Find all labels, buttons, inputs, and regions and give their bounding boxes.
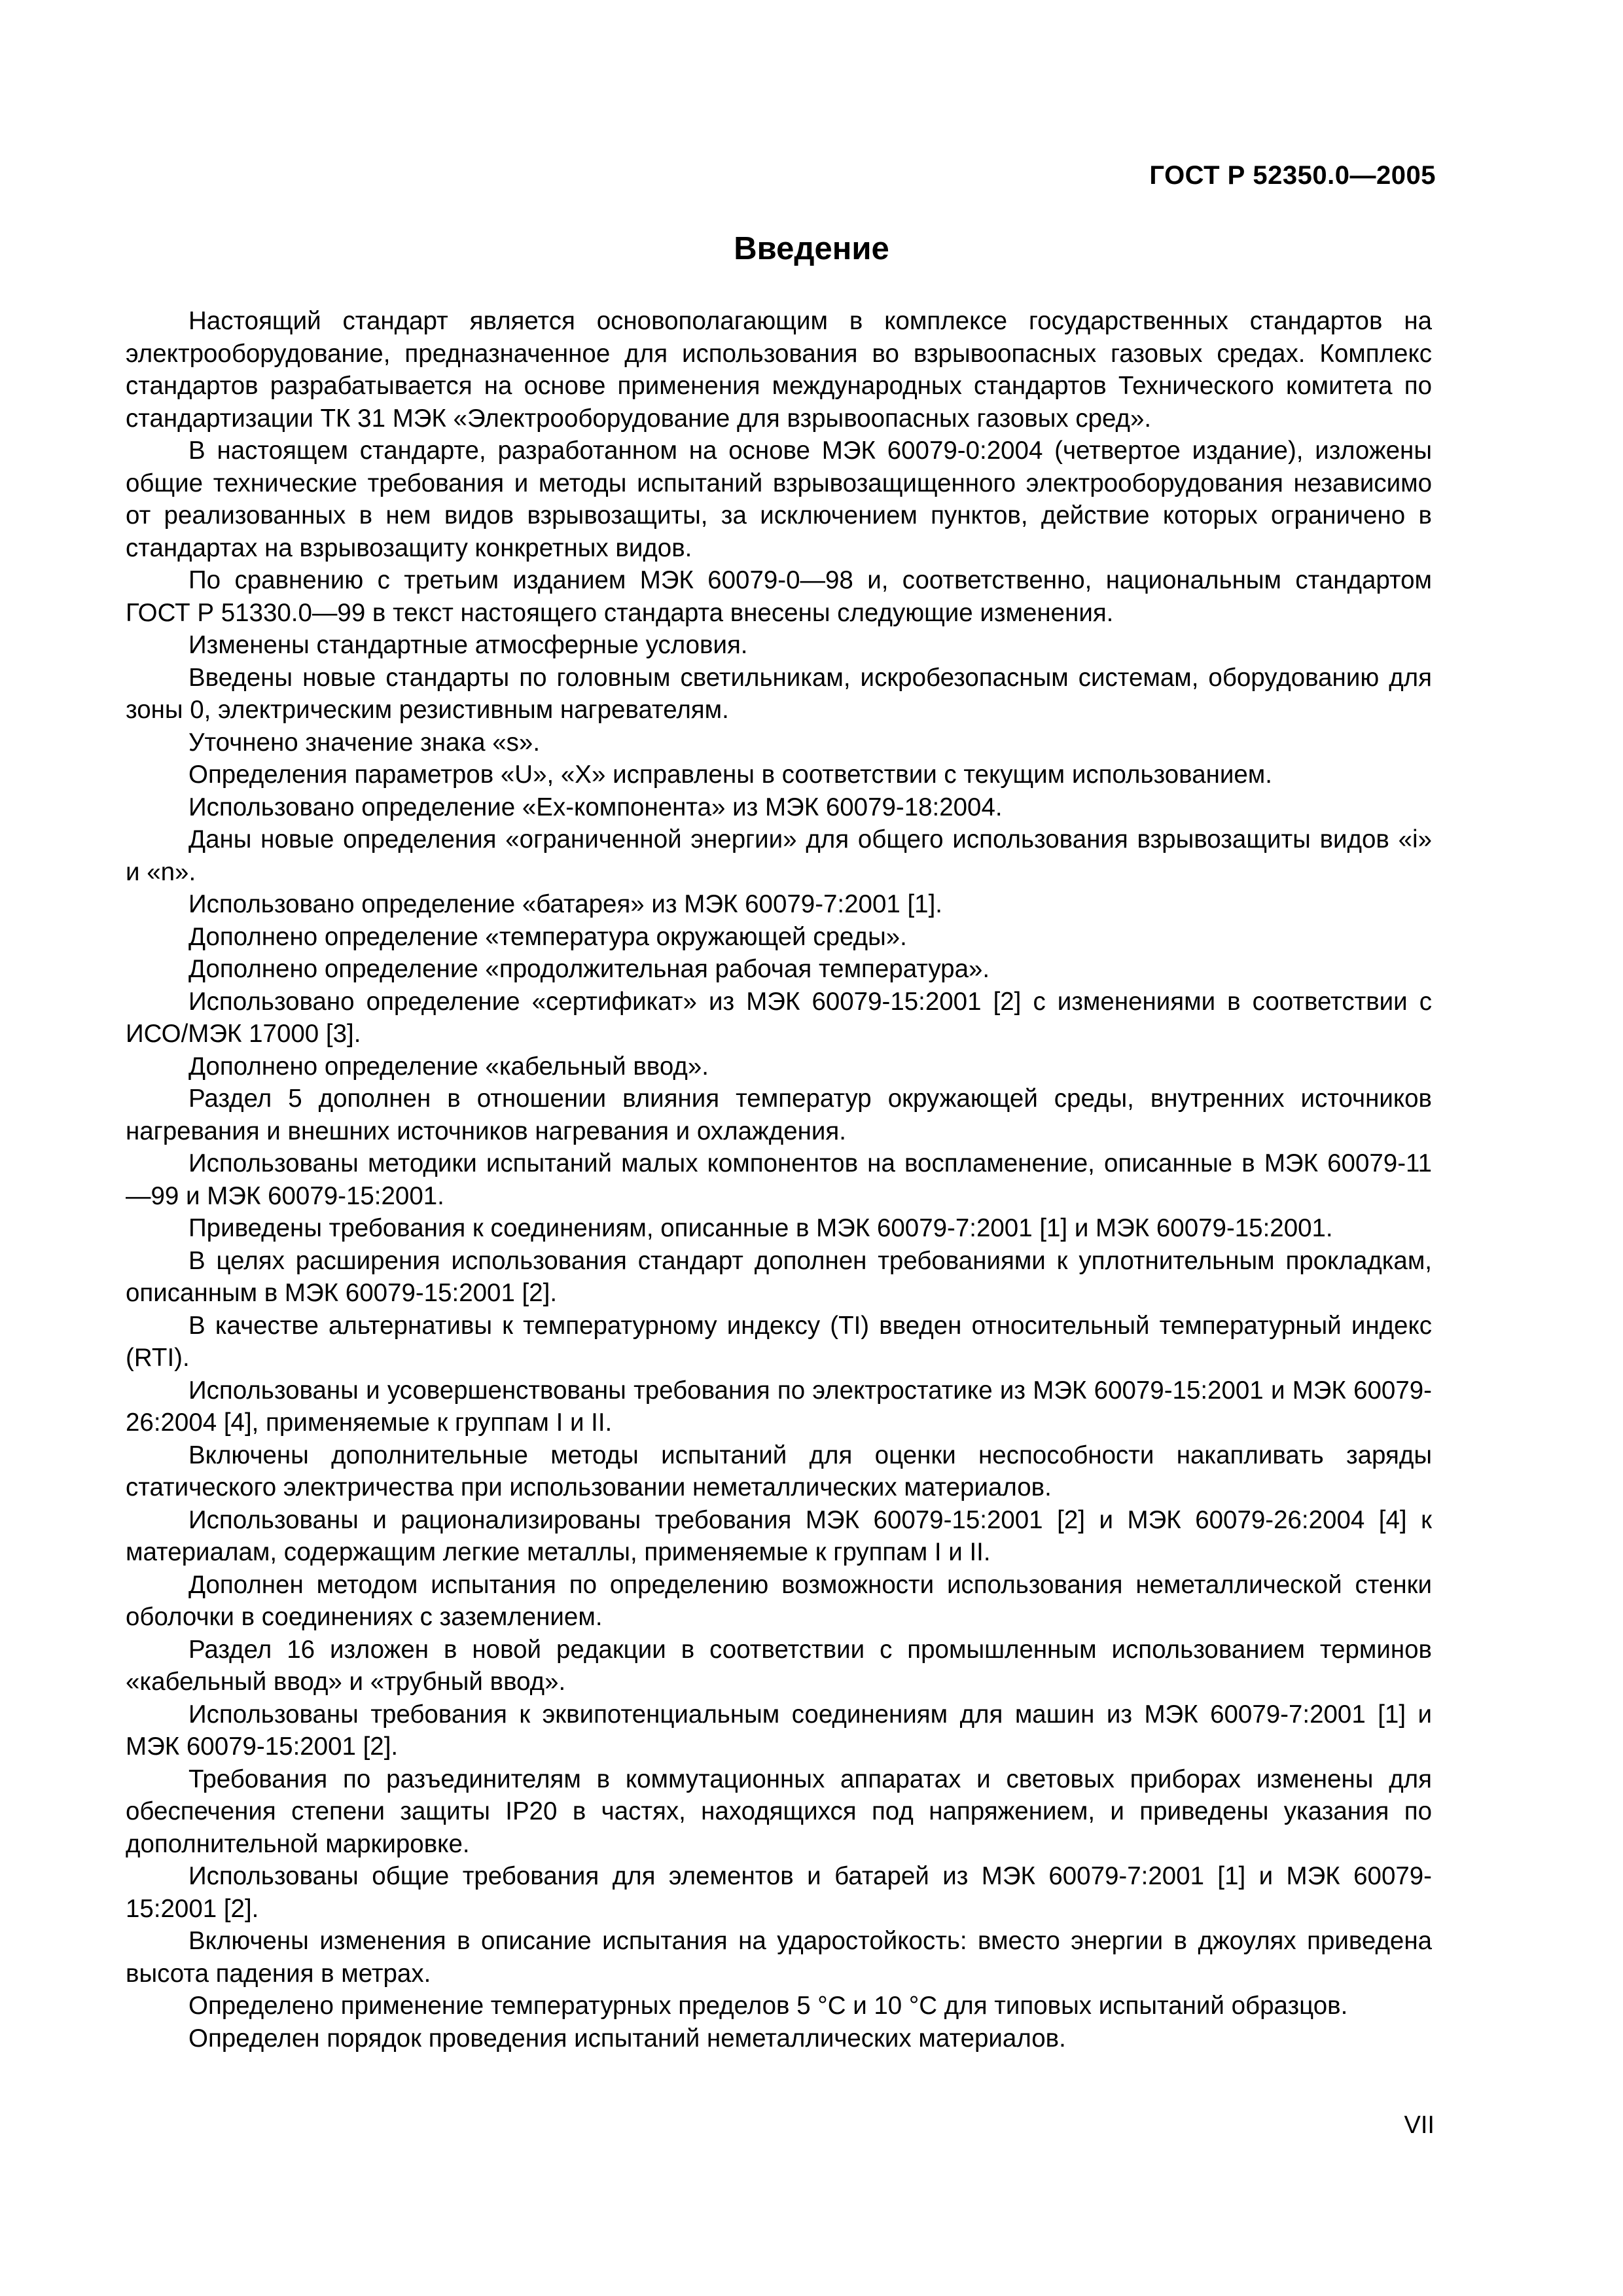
paragraph: В качестве альтернативы к температурному индексу (TI) введен относительный температурный индекс (RTI). bbox=[126, 1311, 1432, 1372]
paragraph: Требования по разъединителям в коммутационных аппаратах и световых приборах изменены для обеспечения степени защиты IP20 в частях, находящихся под напряжением, и приведены указания по дополнительной маркировке. bbox=[126, 1765, 1432, 1858]
paragraph: Настоящий стандарт является основополагающим в комплексе государственных стандартов на электрооборудование, предназначенное для использования во взрывоопасных газовых средах. Комплекс стандартов разрабатывается на основе применения международных стандартов Технического комитета по стандартизации ТК 31 МЭК «Электрооборудование для взрывоопасных газовых сред». bbox=[126, 307, 1432, 433]
paragraph: Использованы общие требования для элементов и батарей из МЭК 60079-7:2001 [1] и МЭК 60079-15:2001 [2]. bbox=[126, 1862, 1432, 1923]
paragraph: В целях расширения использования стандарт дополнен требованиями к уплотнительным прокладкам, описанным в МЭК 60079-15:2001 [2]. bbox=[126, 1246, 1432, 1307]
paragraph: Использованы требования к эквипотенциальным соединениям для машин из МЭК 60079-7:2001 [1] и МЭК 60079-15:2001 [2]. bbox=[126, 1700, 1432, 1761]
paragraph: Определения параметров «U», «X» исправлены в соответствии с текущим использованием. bbox=[188, 761, 1272, 789]
paragraph: Уточнено значение знака «s». bbox=[188, 728, 541, 757]
paragraph: Введены новые стандарты по головным светильникам, искробезопасным системам, оборудованию для зоны 0, электрическим резистивным нагревателям. bbox=[126, 663, 1432, 724]
paragraph: Раздел 5 дополнен в отношении влияния температур окружающей среды, внутренних источников нагревания и внешних источников нагревания и охлаждения. bbox=[126, 1085, 1432, 1145]
paragraph: В настоящем стандарте, разработанном на основе МЭК 60079-0:2004 (четвертое издание), изложены общие технические требования и методы испытаний взрывозащищенного электрооборудования независимо от реализованных в нем видов взрывозащиты, за исключением пунктов, действие которых ограничено в стандартах на взрывозащиту конкретных видов. bbox=[126, 437, 1432, 562]
paragraph: Использованы методики испытаний малых компонентов на воспламенение, описанные в МЭК 60079-11—99 и МЭК 60079-15:2001. bbox=[126, 1149, 1432, 1210]
paragraph: Использовано определение «сертификат» из МЭК 60079-15:2001 [2] с изменениями в соответствии с ИСО/МЭК 17000 [3]. bbox=[126, 987, 1432, 1048]
paragraph: Определен порядок проведения испытаний неметаллических материалов. bbox=[188, 2024, 1066, 2053]
paragraph: Включены дополнительные методы испытаний для оценки неспособности накапливать заряды статического электричества при использовании неметаллических материалов. bbox=[126, 1441, 1432, 1501]
paragraph: Включены изменения в описание испытания на ударостойкость: вместо энергии в джоулях приведена высота падения в метрах. bbox=[126, 1927, 1432, 1988]
paragraph: Раздел 16 изложен в новой редакции в соответствии с промышленным использованием терминов «кабельный ввод» и «трубный ввод». bbox=[126, 1635, 1432, 1696]
paragraph: Использованы и усовершенствованы требования по электростатике из МЭК 60079-15:2001 и МЭК 60079-26:2004 [4], применяемые к группам I и II. bbox=[126, 1376, 1432, 1437]
paragraph: Определено применение температурных пределов 5 °С и 10 °С для типовых испытаний образцов. bbox=[188, 1992, 1348, 2020]
paragraph: Изменены стандартные атмосферные условия. bbox=[188, 631, 748, 659]
paragraph: Даны новые определения «ограниченной энергии» для общего использования взрывозащиты видов «i» и «n». bbox=[126, 825, 1432, 886]
paragraph: Дополнено определение «кабельный ввод». bbox=[188, 1052, 709, 1081]
document-code: ГОСТ Р 52350.0—2005 bbox=[1149, 161, 1436, 190]
body-text bbox=[126, 305, 1432, 2054]
paragraph: Дополнено определение «температура окружающей среды». bbox=[188, 922, 907, 951]
paragraph: Приведены требования к соединениям, описанные в МЭК 60079-7:2001 [1] и МЭК 60079-15:2001. bbox=[188, 1214, 1333, 1242]
paragraph: Использованы и рационализированы требования МЭК 60079-15:2001 [2] и МЭК 60079-26:2004 [4] к материалам, содержащим легкие металлы, применяемые к группам I и II. bbox=[126, 1505, 1432, 1566]
page-title: Введение bbox=[734, 231, 889, 266]
paragraph: Дополнено определение «продолжительная рабочая температура». bbox=[188, 955, 990, 983]
paragraph: По сравнению с третьим изданием МЭК 60079-0—98 и, соответственно, национальным стандартом ГОСТ Р 51330.0—99 в текст настоящего стандарта внесены следующие изменения. bbox=[126, 566, 1432, 627]
paragraph: Использовано определение «батарея» из МЭК 60079-7:2001 [1]. bbox=[188, 890, 942, 918]
paragraph: Дополнен методом испытания по определению возможности использования неметаллической стенки оболочки в соединениях с заземлением. bbox=[126, 1570, 1432, 1631]
page-number: VII bbox=[1404, 2111, 1435, 2139]
paragraph: Использовано определение «Ex-компонента» из МЭК 60079-18:2004. bbox=[188, 793, 1003, 821]
